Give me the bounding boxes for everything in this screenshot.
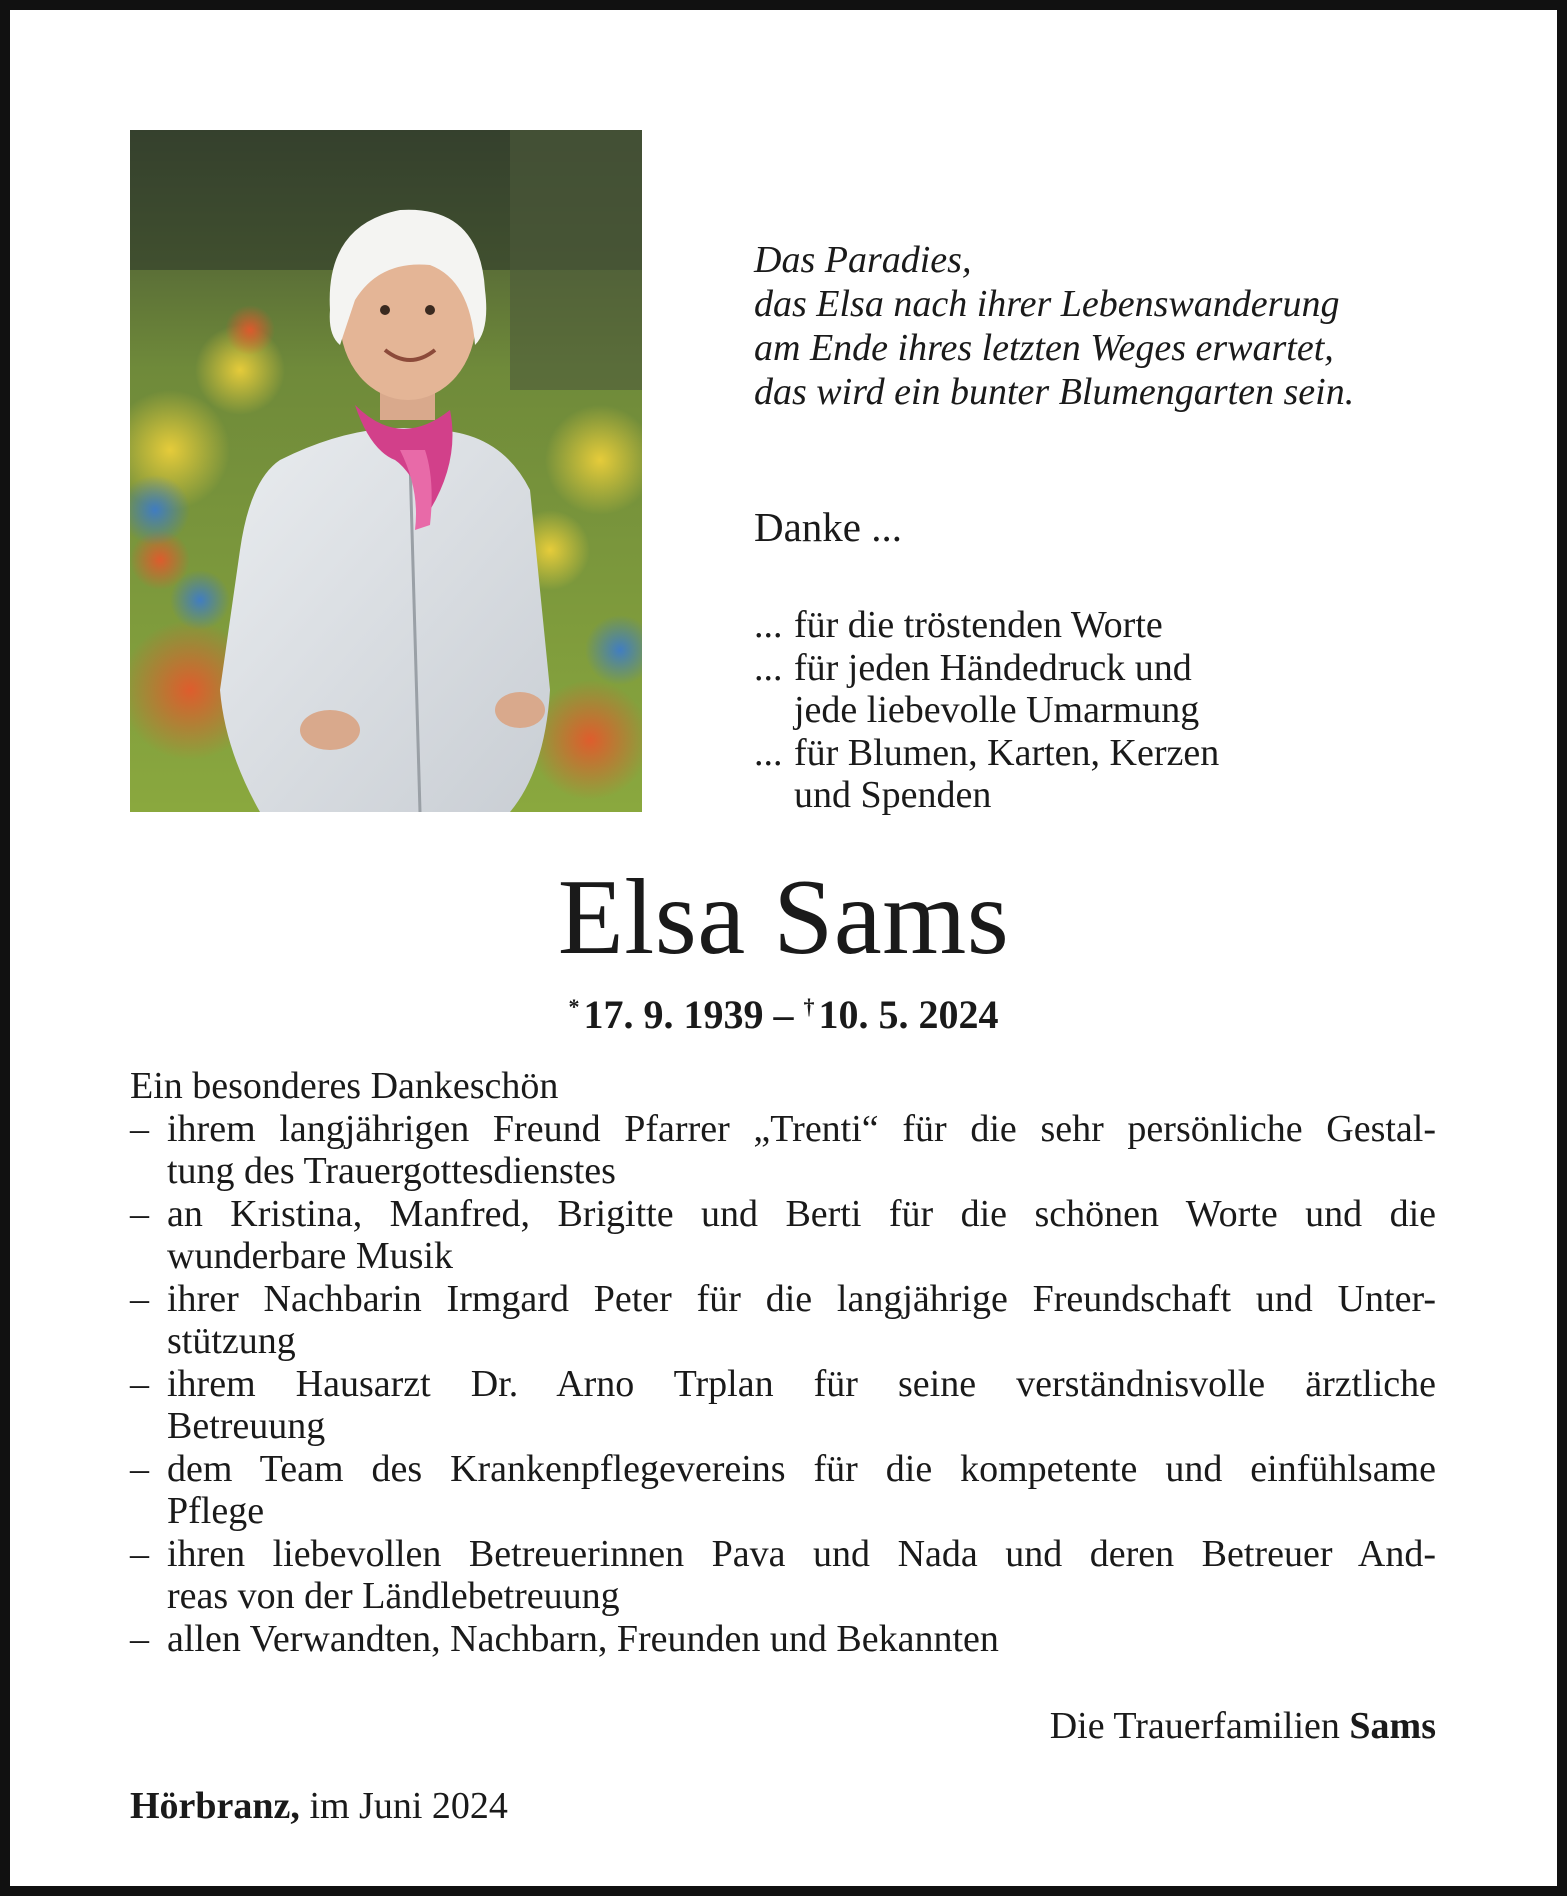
acknowledgement-line: Betreuung bbox=[167, 1405, 326, 1447]
acknowledgement-line: ihrer Nachbarin Irmgard Peter für die langjährige Freundschaft und Unter- bbox=[167, 1277, 1436, 1320]
place-date bbox=[130, 1782, 508, 1830]
portrait-illustration bbox=[130, 130, 642, 812]
date-separator: – bbox=[773, 992, 794, 1037]
danke-item bbox=[754, 732, 1219, 775]
list-dash: – bbox=[130, 1277, 149, 1320]
acknowledgement-line: allen Verwandten, Nachbarn, Freunden und Bekannten bbox=[167, 1617, 999, 1660]
portrait-photo bbox=[130, 130, 642, 812]
acknowledgement-line: Pflege bbox=[167, 1490, 265, 1532]
signature bbox=[1050, 1702, 1436, 1750]
acknowledgement-line: ihrem langjährigen Freund Pfarrer „Trenti“ für die sehr persönliche Gestal- bbox=[167, 1107, 1436, 1150]
list-dash: – bbox=[130, 1192, 149, 1235]
town: Hörbranz, bbox=[130, 1785, 300, 1827]
list-dash: – bbox=[130, 1617, 149, 1660]
danke-item-continuation: jede liebevolle Umarmung bbox=[794, 689, 1200, 731]
acknowledgement-line: ihren liebevollen Betreuerinnen Pava und Nada und deren Betreuer And- bbox=[167, 1532, 1436, 1575]
acknowledgement-item bbox=[130, 1448, 1436, 1533]
danke-item-text: für die tröstenden Worte bbox=[794, 604, 1163, 646]
list-dash: – bbox=[130, 1532, 149, 1575]
danke-item bbox=[754, 647, 1219, 690]
acknowledgement-item bbox=[130, 1108, 1436, 1193]
acknowledgement-line: wunderbare Musik bbox=[167, 1235, 453, 1277]
birth-symbol: * bbox=[568, 994, 580, 1019]
acknowledgement-item bbox=[130, 1363, 1436, 1448]
acknowledgements bbox=[130, 1065, 1436, 1660]
list-dash: – bbox=[130, 1362, 149, 1405]
acknowledgement-line: stützung bbox=[167, 1320, 296, 1362]
date: im Juni 2024 bbox=[309, 1785, 508, 1827]
acknowledgement-item bbox=[130, 1618, 1436, 1661]
acknowledgement-line: tung des Trauergottesdienstes bbox=[167, 1150, 616, 1192]
danke-item-continuation: und Spenden bbox=[794, 774, 992, 816]
acknowledgement-line: an Kristina, Manfred, Brigitte und Berti für die schönen Worte und die bbox=[167, 1192, 1436, 1235]
acknowledgements-intro: Ein besonderes Dankeschön bbox=[130, 1065, 559, 1107]
ellipsis: ... bbox=[754, 646, 783, 689]
danke-item bbox=[754, 604, 1219, 647]
acknowledgement-line: dem Team des Krankenpflegevereins für die kompetente und einfühlsame bbox=[167, 1447, 1436, 1490]
ellipsis: ... bbox=[754, 731, 783, 774]
death-symbol: † bbox=[803, 994, 815, 1019]
acknowledgement-line: ihrem Hausarzt Dr. Arno Trplan für seine verständnisvolle ärztliche bbox=[167, 1362, 1436, 1405]
life-dates bbox=[0, 983, 1567, 1039]
birth-date: 17. 9. 1939 bbox=[583, 992, 764, 1037]
list-dash: – bbox=[130, 1447, 149, 1490]
acknowledgement-item bbox=[130, 1193, 1436, 1278]
memorial-poem bbox=[754, 238, 1474, 414]
family-name: Sams bbox=[1349, 1705, 1436, 1747]
danke-item-text: für jeden Händedruck und bbox=[794, 646, 1192, 689]
acknowledgement-item bbox=[130, 1278, 1436, 1363]
signature-prefix: Die Trauerfamilien bbox=[1049, 1705, 1340, 1747]
poem-line: am Ende ihres letzten Weges erwartet, bbox=[754, 327, 1334, 369]
acknowledgement-line: reas von der Ländlebetreuung bbox=[167, 1575, 620, 1617]
ellipsis: ... bbox=[754, 604, 783, 646]
danke-heading: Danke ... bbox=[754, 504, 903, 550]
acknowledgement-item bbox=[130, 1533, 1436, 1618]
list-dash: – bbox=[130, 1107, 149, 1150]
danke-list bbox=[754, 604, 1219, 817]
poem-line: Das Paradies, bbox=[754, 239, 972, 281]
poem-line: das wird ein bunter Blumengarten sein. bbox=[754, 371, 1355, 413]
danke-item-text: für Blumen, Karten, Kerzen bbox=[794, 731, 1220, 774]
death-date: 10. 5. 2024 bbox=[818, 992, 999, 1037]
deceased-name: Elsa Sams bbox=[557, 858, 1010, 977]
poem-line: das Elsa nach ihrer Lebenswanderung bbox=[754, 283, 1340, 325]
